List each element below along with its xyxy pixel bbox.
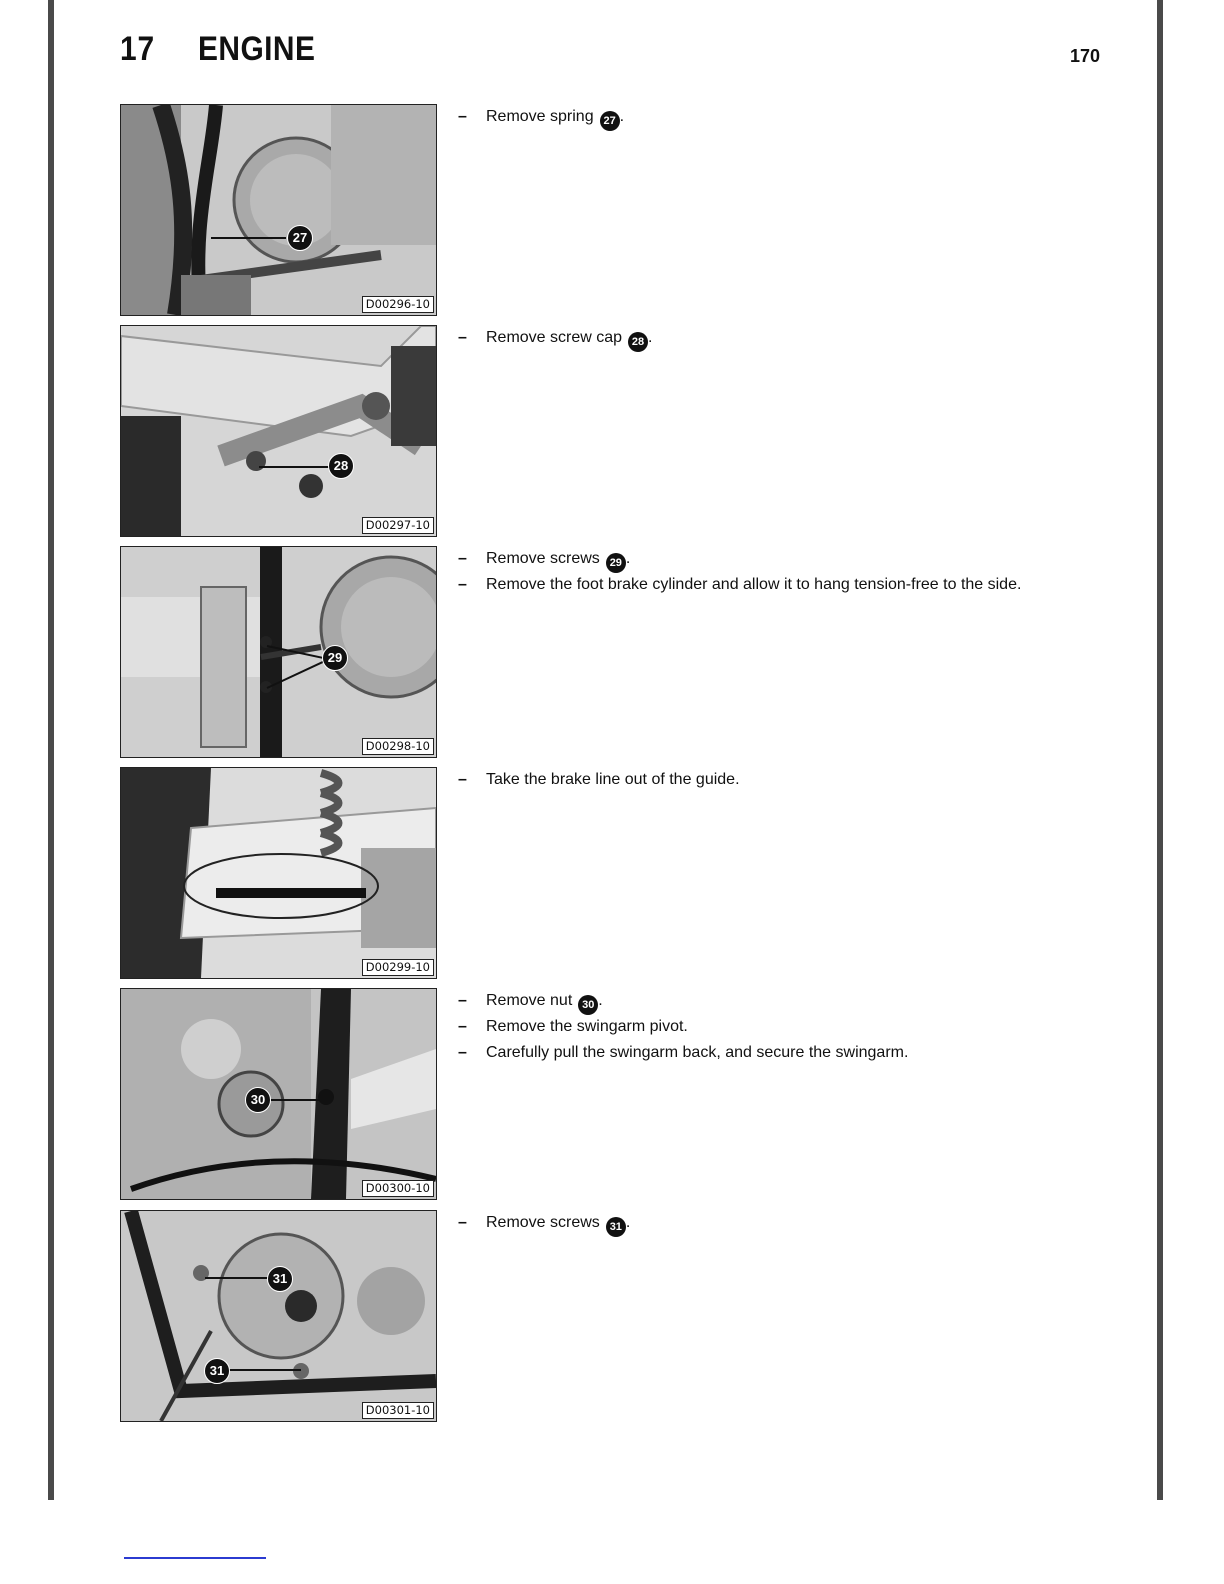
instruction-list <box>458 767 740 793</box>
image-code: D00301-10 <box>362 1402 434 1419</box>
instruction-item: – Remove screw cap 28 . <box>458 325 653 351</box>
instruction-item: – Carefully pull the swingarm back, and secure the swingarm. <box>458 1044 909 1061</box>
page-border-right <box>1157 0 1163 1500</box>
chapter-title: ENGINE <box>198 30 316 68</box>
image-code: D00298-10 <box>362 738 434 755</box>
image-code: D00299-10 <box>362 959 434 976</box>
step-remove-engine-screws <box>120 1210 1100 1422</box>
callout-27: 27 <box>287 225 313 251</box>
image-code: D00296-10 <box>362 296 434 313</box>
engine-photo <box>120 104 437 316</box>
callout-28: 28 <box>328 453 354 479</box>
instruction-item: – Remove nut 30 . <box>458 988 908 1014</box>
page-header <box>120 30 1100 74</box>
engine-photo <box>120 325 437 537</box>
callout-badge: 27 <box>600 111 620 131</box>
callout-30: 30 <box>245 1087 271 1113</box>
page-border-left <box>48 0 54 1500</box>
callout-badge: 29 <box>606 553 626 573</box>
callout-31: 31 <box>204 1358 230 1384</box>
instruction-item: – Remove spring 27 . <box>458 104 624 130</box>
instruction-item: – Remove the foot brake cylinder and allow it to hang tension-free to the side. <box>458 576 1022 593</box>
instruction-list <box>458 325 653 351</box>
instruction-list <box>458 988 908 1066</box>
step-remove-spring <box>120 104 1100 316</box>
instruction-item: – Remove the swingarm pivot. <box>458 1018 688 1035</box>
footnote-link-rule <box>124 1557 266 1559</box>
instruction-item: – Remove screws 31 . <box>458 1210 630 1236</box>
callout-badge: 28 <box>628 332 648 352</box>
image-code: D00300-10 <box>362 1180 434 1197</box>
page-number: 170 <box>1069 46 1100 66</box>
callout-31: 31 <box>267 1266 293 1292</box>
chapter-number: 17 <box>120 30 156 68</box>
instruction-item: – Remove screws 29 . <box>458 546 1021 572</box>
instruction-list <box>458 104 624 130</box>
step-remove-swingarm <box>120 988 1100 1200</box>
callout-badge: 30 <box>578 995 598 1015</box>
step-remove-foot-brake-cylinder <box>120 546 1100 758</box>
instruction-item: – Take the brake line out of the guide. <box>458 771 740 788</box>
engine-photo <box>120 767 437 979</box>
image-code: D00297-10 <box>362 517 434 534</box>
engine-photo <box>120 546 437 758</box>
engine-photo <box>120 988 437 1200</box>
instruction-list <box>458 1210 630 1236</box>
callout-29: 29 <box>322 645 348 671</box>
step-brake-line-guide <box>120 767 1100 979</box>
callout-badge: 31 <box>606 1217 626 1237</box>
step-remove-screw-cap <box>120 325 1100 537</box>
instruction-list <box>458 546 1021 598</box>
engine-photo <box>120 1210 437 1422</box>
